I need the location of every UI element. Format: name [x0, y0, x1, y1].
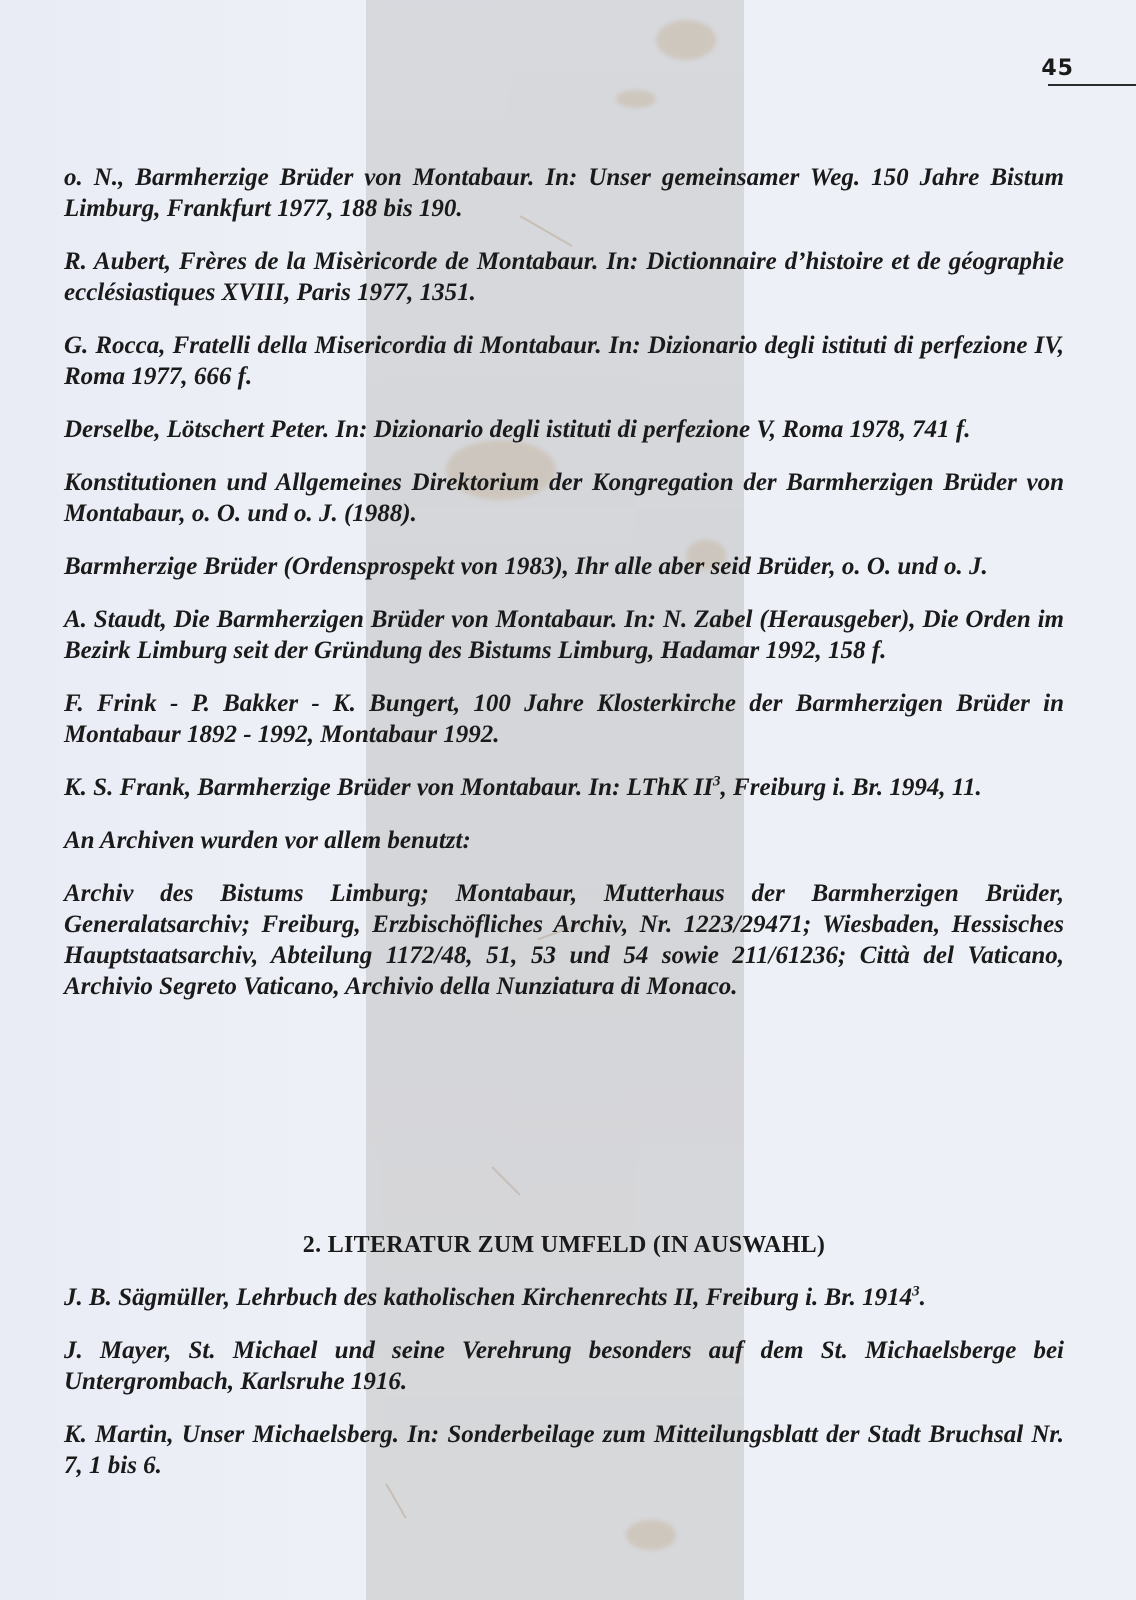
- paper-fiber: [491, 1166, 521, 1196]
- page-number: 45: [1041, 56, 1074, 81]
- entry-text: , Freiburg i. Br. 1994, 11.: [720, 774, 982, 801]
- superscript: 3: [912, 1283, 920, 1300]
- entry-text: .: [919, 1284, 926, 1311]
- paper-fleck: [626, 1520, 676, 1550]
- bibliography-section-1: [64, 162, 1064, 1024]
- section-heading: 2. LITERATUR ZUM UMFELD (IN AUSWAHL): [302, 1232, 826, 1258]
- paper-fleck: [656, 20, 716, 60]
- bibliography-entry: Konstitutionen und Allgemeines Direktorium der Kongregation der Barmherzigen Brüder von Montabaur, o. O. und o. J. (1988).: [64, 469, 1064, 527]
- entry-text: K. S. Frank, Barmherzige Brüder von Montabaur. In: LThK II: [64, 774, 714, 801]
- page-number-rule: [1048, 84, 1136, 86]
- bibliography-section-2: [64, 1282, 1064, 1503]
- bibliography-entry: J. Mayer, St. Michael und seine Verehrung besonders auf dem St. Michaelsberge bei Untergrombach, Karlsruhe 1916.: [64, 1337, 1064, 1395]
- archives-list: Archiv des Bistums Limburg; Montabaur, Mutterhaus der Barmherzigen Brüder, Generalatsarchiv; Freiburg, Erzbischöfliches Archiv, Nr. 1223/29471; Wiesbaden, Hessisches Hauptstaatsarchiv, Abteilung 1172/48, 51, 53 und 54 sowie 211/61236; Città del Vaticano, Archivio Segreto Vaticano, Archivio della Nunziatura di Monaco.: [64, 880, 1064, 1000]
- archives-intro: An Archiven wurden vor allem benutzt:: [64, 827, 471, 854]
- bibliography-entry: F. Frink - P. Bakker - K. Bungert, 100 Jahre Klosterkirche der Barmherzigen Brüder in Montabaur 1892 - 1992, Montabaur 1992.: [64, 690, 1064, 748]
- bibliography-entry: o. N., Barmherzige Brüder von Montabaur. In: Unser gemeinsamer Weg. 150 Jahre Bistum Limburg, Frankfurt 1977, 188 bis 190.: [64, 164, 1064, 222]
- bibliography-entry: A. Staudt, Die Barmherzigen Brüder von Montabaur. In: N. Zabel (Herausgeber), Die Orden im Bezirk Limburg seit der Gründung des Bistums Limburg, Hadamar 1992, 158 f.: [64, 606, 1064, 664]
- bibliography-entry: [64, 772, 1064, 803]
- bibliography-entry: Barmherzige Brüder (Ordensprospekt von 1983), Ihr alle aber seid Brüder, o. O. und o. J.: [64, 553, 988, 580]
- entry-text: J. B. Sägmüller, Lehrbuch des katholischen Kirchenrechts II, Freiburg i. Br. 1914: [64, 1284, 913, 1311]
- superscript: 3: [713, 773, 721, 790]
- bibliography-entry: G. Rocca, Fratelli della Misericordia di Montabaur. In: Dizionario degli istituti di perfezione IV, Roma 1977, 666 f.: [64, 332, 1064, 390]
- bibliography-entry: Derselbe, Lötschert Peter. In: Dizionario degli istituti di perfezione V, Roma 1978, 741 f.: [64, 416, 971, 443]
- bibliography-entry: [64, 1282, 1064, 1313]
- bibliography-entry: R. Aubert, Frères de la Misèricorde de Montabaur. In: Dictionnaire d’histoire et de géographie ecclésiastiques XVIII, Paris 1977, 1351.: [64, 248, 1064, 306]
- bibliography-entry: K. Martin, Unser Michaelsberg. In: Sonderbeilage zum Mitteilungsblatt der Stadt Bruchsal Nr. 7, 1 bis 6.: [64, 1421, 1064, 1479]
- paper-fleck: [616, 90, 656, 108]
